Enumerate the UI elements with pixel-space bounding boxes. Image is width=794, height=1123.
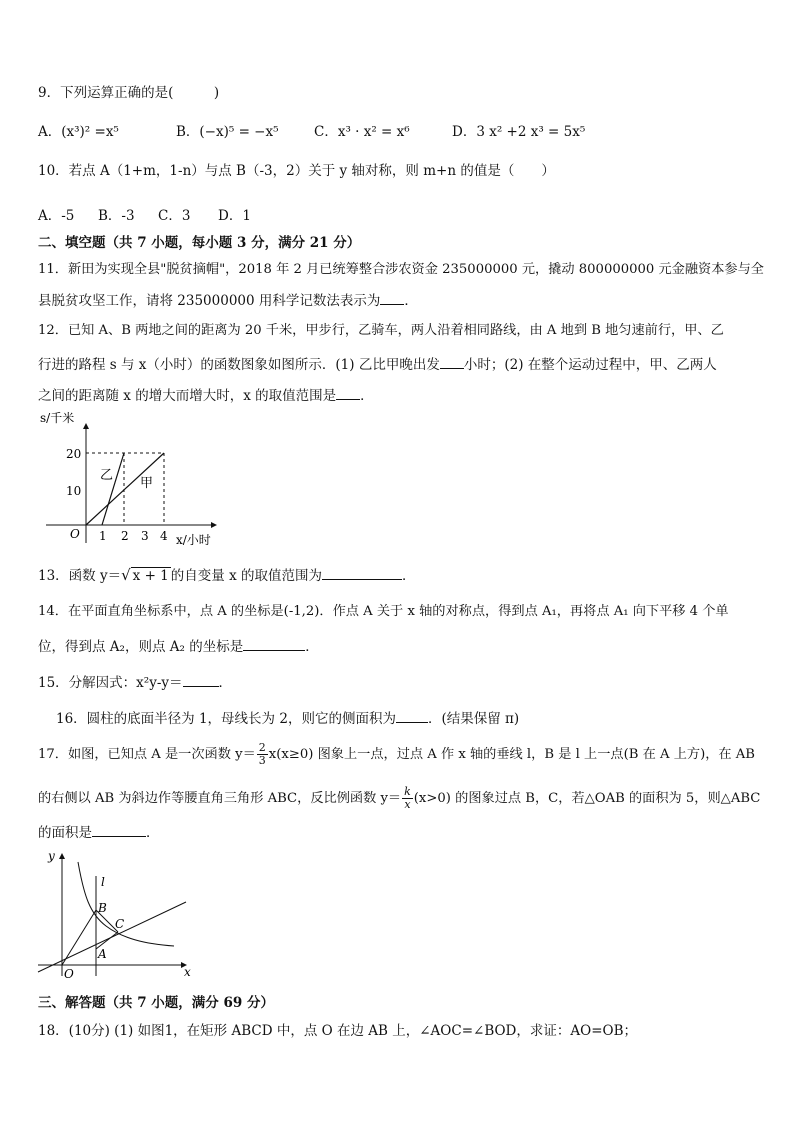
q9-stem: 9．下列运算正确的是( ) — [38, 85, 220, 101]
q17-text-d: (x>0) 的图象过点 B，C，若△OAB 的面积为 5，则△ABC — [413, 791, 761, 806]
sqrt-sign: √ — [121, 566, 131, 584]
q12-line2 — [38, 354, 717, 374]
label-b: B — [98, 901, 107, 915]
label-l: l — [101, 875, 105, 889]
hyperbola — [78, 862, 174, 946]
q12-text-a: 行进的路程 s 与 x（小时）的函数图象如图所示．(1) 乙比甲晚出发 — [38, 357, 440, 373]
section-fill-in-title: 二、填空题（共 7 小题，每小题 3 分，满分 21 分） — [38, 235, 361, 251]
tick-x-1: 1 — [99, 529, 107, 543]
q14-line1: 14．在平面直角坐标系中，点 A 的坐标是(-1,2)．作点 A 关于 x 轴的对称点，得到点 A₁，再将点 A₁ 向下平移 4 个单 — [38, 604, 729, 619]
q14-text: 位，得到点 A₂，则点 A₂ 的坐标是 — [38, 639, 244, 655]
q10-stem: 10．若点 A（1+m，1-n）与点 B（-3，2）关于 y 轴对称，则 m+n 的值是（ ） — [38, 163, 555, 179]
q9-option-c: C．x³ · x² = x⁶ — [314, 124, 410, 140]
q16-text-a: 16．圆柱的底面半径为 1，母线长为 2，则它的侧面积为 — [56, 711, 396, 727]
q18-line: 18．(10分) (1) 如图1，在矩形 ABCD 中，点 O 在边 AB 上，∠AOC=∠BOD，求证：AO=OB； — [38, 1023, 638, 1039]
q12-end: ． — [360, 388, 374, 404]
frac2-num: k — [404, 785, 411, 798]
q13-radicand: x + 1 — [132, 568, 169, 584]
q10-option-c: C．3 — [158, 208, 191, 224]
q12-graph — [36, 408, 226, 553]
q13-line — [38, 565, 415, 585]
tick-y-20: 20 — [66, 447, 82, 461]
q15-end: ． — [218, 675, 233, 691]
x-axis-label: x/小时 — [176, 533, 211, 547]
q17-line1 — [38, 742, 755, 767]
x-axis-label: x — [184, 965, 191, 979]
q11-answer-blank[interactable] — [380, 290, 404, 305]
fraction-two-thirds — [257, 742, 268, 767]
label-jia: 甲 — [140, 476, 154, 491]
frac1-num: 2 — [258, 741, 266, 754]
q14-line2 — [38, 636, 319, 656]
tick-x-3: 3 — [141, 529, 149, 543]
q12-line1: 12．已知 A、B 两地之间的距离为 20 千米，甲步行，乙骑车，两人沿着相同路线，由 A 地到 B 地匀速前行，甲、乙 — [38, 323, 724, 338]
section-solve-title: 三、解答题（共 7 小题，满分 69 分） — [38, 995, 274, 1011]
label-a: A — [98, 947, 107, 961]
q9-option-d: D．3 x² +2 x³ = 5x⁵ — [452, 124, 586, 140]
frac2-den: x — [404, 798, 411, 811]
q13-text-b: 的自变量 x 的取值范围为 — [170, 568, 322, 584]
tick-x-2: 2 — [121, 529, 129, 543]
q12-answer-blank-1[interactable] — [440, 354, 464, 369]
q17-graph — [34, 848, 199, 980]
q9-option-a: A．(x³)² =x⁵ — [38, 124, 119, 140]
segment-ob — [62, 910, 96, 965]
q17-text-e: 的面积是 — [38, 825, 92, 841]
q10-option-b: B．-3 — [98, 208, 135, 224]
q16-answer-blank[interactable] — [396, 708, 428, 723]
q12-answer-blank-2[interactable] — [336, 385, 360, 400]
q12-line3 — [38, 385, 374, 405]
q14-answer-blank[interactable] — [243, 636, 305, 651]
q16-line — [56, 708, 519, 728]
y-axis-label: y — [48, 849, 55, 863]
origin-label: O — [64, 967, 74, 980]
q17-line2 — [38, 786, 760, 811]
q17-text-b: x(x≥0) 图象上一点，过点 A 作 x 轴的垂线 l，B 是 l 上一点(B 在 A 上方)，在 AB — [268, 747, 755, 762]
label-c: C — [115, 917, 125, 931]
q10-option-d: D．1 — [218, 208, 251, 224]
line-yi — [102, 453, 124, 525]
y-axis-label: s/千米 — [40, 411, 75, 425]
q17-text-a: 17．如图，已知点 A 是一次函数 y＝ — [38, 747, 256, 762]
tick-y-10: 10 — [66, 484, 82, 498]
q13-answer-blank[interactable] — [322, 565, 402, 580]
q15-line — [38, 672, 232, 692]
q17-text-c: 的右侧以 AB 为斜边作等腰直角三角形 ABC，反比例函数 y＝ — [38, 791, 402, 806]
q15-answer-blank[interactable] — [183, 672, 219, 687]
fraction-k-over-x — [402, 786, 413, 811]
q16-text-b: ．(结果保留 π) — [427, 711, 520, 727]
tick-x-4: 4 — [160, 529, 168, 543]
q12-text-b: 小时；(2) 在整个运动过程中，甲、乙两人 — [463, 357, 717, 373]
q11-line1: 11．新田为实现全县"脱贫摘帽"，2018 年 2 月已统筹整合涉农资金 235000000 元，撬动 800000000 元金融资本参与全 — [38, 262, 764, 277]
q17-line3 — [38, 822, 160, 842]
frac1-den: 3 — [258, 754, 266, 767]
q13-text-a: 13．函数 y＝ — [38, 568, 122, 584]
q10-option-a: A．-5 — [38, 208, 75, 224]
q15-text: 15．分解因式：x²y-y＝ — [38, 675, 183, 691]
q17-end: ． — [146, 825, 160, 841]
label-yi: 乙 — [100, 468, 114, 483]
q13-end: ． — [401, 568, 416, 584]
q17-answer-blank[interactable] — [92, 822, 146, 837]
q11-line2 — [38, 290, 418, 310]
q14-end: ． — [305, 639, 319, 655]
q11-text: 县脱贫攻坚工作，请将 235000000 用科学记数法表示为 — [38, 293, 381, 309]
q11-end: ． — [404, 293, 418, 309]
origin-label: O — [70, 527, 80, 541]
q12-text-c: 之间的距离随 x 的增大而增大时，x 的取值范围是 — [38, 388, 337, 404]
q9-option-b: B．(−x)⁵ = −x⁵ — [176, 124, 279, 140]
